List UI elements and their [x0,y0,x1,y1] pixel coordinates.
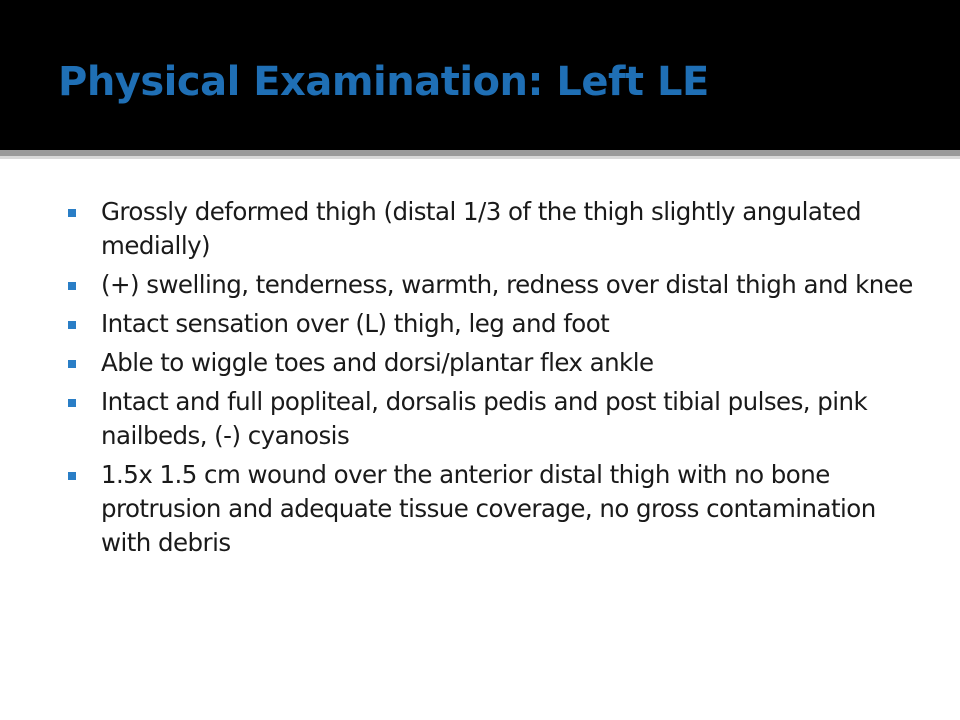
bullet-text: (+) swelling, tenderness, warmth, redness over distal thigh and knee [101,270,913,299]
slide-title: Physical Examination: Left LE [58,59,709,105]
square-bullet-icon [68,321,76,329]
bullet-text: Intact and full popliteal, dorsalis pedis and post tibial pulses, pink nailbeds, (-) cyanosis [101,387,868,450]
bullet-text: Able to wiggle toes and dorsi/plantar flex ankle [101,348,654,377]
square-bullet-icon [68,282,76,290]
list-item [68,346,918,380]
content-area [0,159,960,720]
square-bullet-icon [68,399,76,407]
list-item [68,268,918,302]
list-item [68,385,918,453]
bullet-text: Grossly deformed thigh (distal 1/3 of the thigh slightly angulated medially) [101,197,861,260]
list-item [68,307,918,341]
list-item [68,458,918,560]
square-bullet-icon [68,360,76,368]
bullet-text: 1.5x 1.5 cm wound over the anterior distal thigh with no bone protrusion and adequate tissue coverage, no gross contamination with debris [101,460,876,557]
square-bullet-icon [68,209,76,217]
bullet-list [68,195,918,565]
bullet-text: Intact sensation over (L) thigh, leg and foot [101,309,610,338]
list-item [68,195,918,263]
title-band [0,0,960,150]
square-bullet-icon [68,472,76,480]
